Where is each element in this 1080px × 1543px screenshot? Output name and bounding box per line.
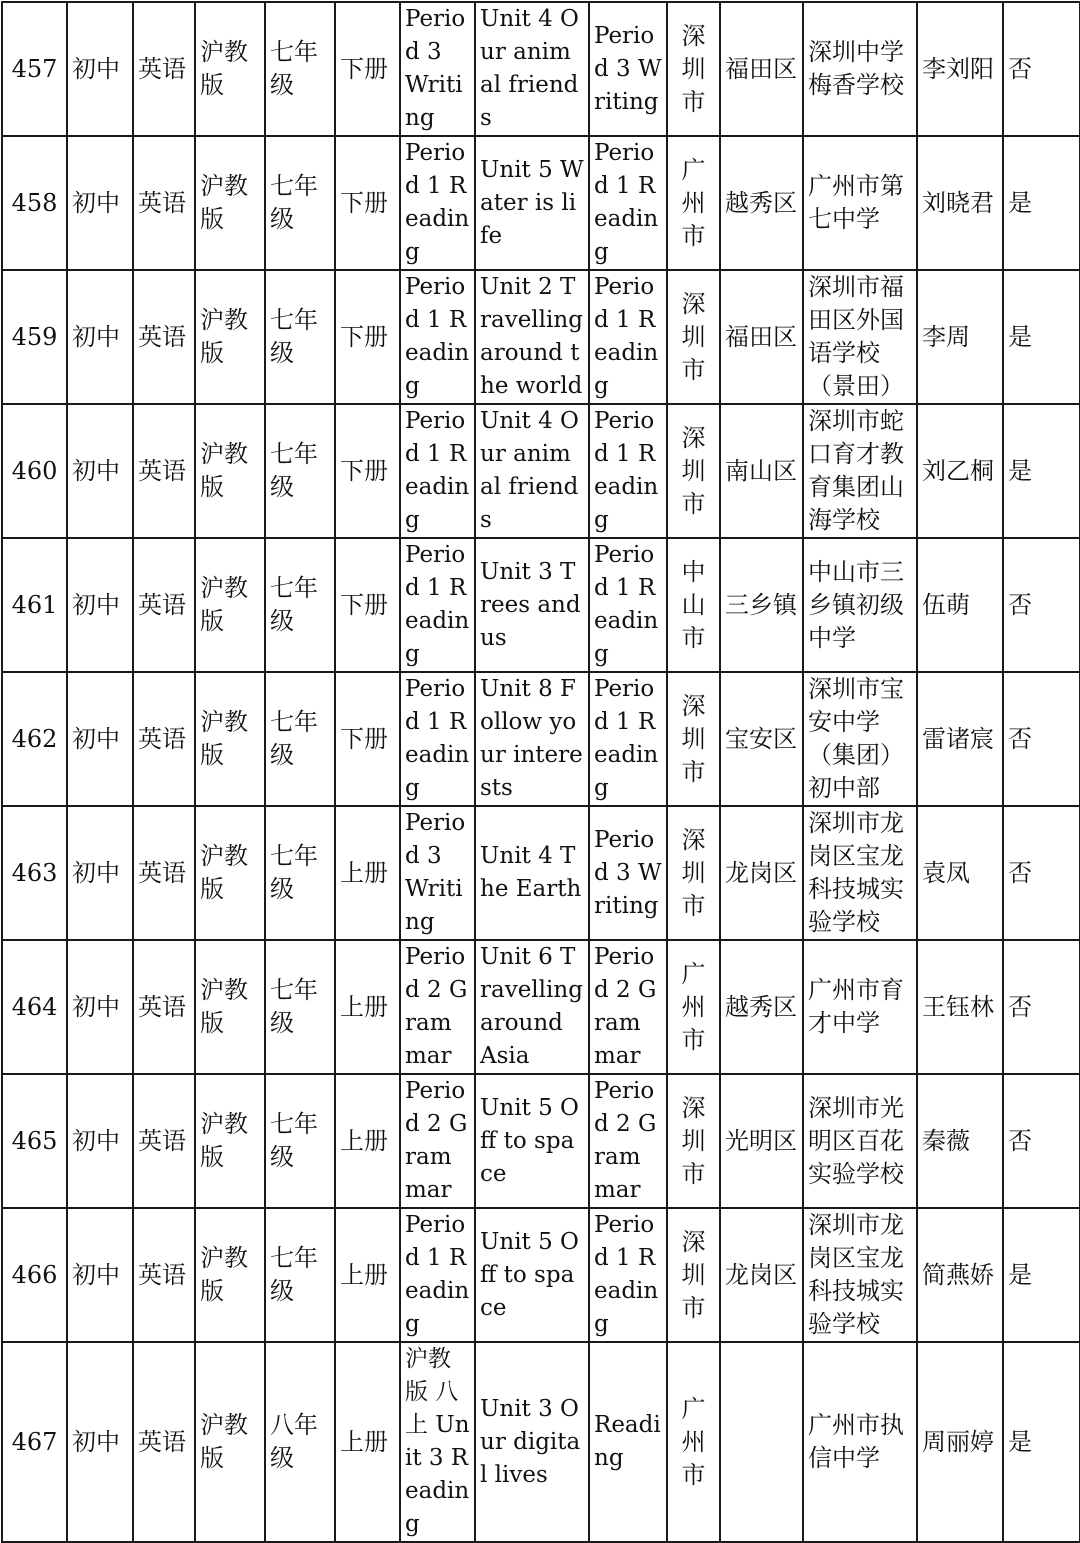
school-stage: 初中 xyxy=(67,672,133,806)
table-row xyxy=(2,672,1080,806)
city: 深圳市 xyxy=(667,672,720,806)
lesson-period: Period 1 Reading xyxy=(589,672,667,806)
table-row xyxy=(2,2,1080,136)
row-number: 457 xyxy=(2,2,67,136)
district xyxy=(720,1342,803,1542)
city: 深圳市 xyxy=(667,270,720,404)
unit-title: Unit 5 Water is life xyxy=(475,136,589,270)
district: 宝安区 xyxy=(720,672,803,806)
city: 广州市 xyxy=(667,940,720,1074)
textbook-edition: 沪教版 xyxy=(195,1342,265,1542)
teacher-name: 袁凤 xyxy=(917,806,1003,940)
city: 深圳市 xyxy=(667,404,720,538)
subject: 英语 xyxy=(133,538,195,672)
school-name: 深圳市光明区百花实验学校 xyxy=(803,1074,917,1208)
textbook-edition: 沪教版 xyxy=(195,1208,265,1342)
lesson-title: Period 1 Reading xyxy=(400,136,475,270)
lesson-period: Period 1 Reading xyxy=(589,270,667,404)
school-name: 广州市执信中学 xyxy=(803,1342,917,1542)
volume: 上册 xyxy=(335,1074,400,1208)
district: 三乡镇 xyxy=(720,538,803,672)
teacher-name: 雷诸宸 xyxy=(917,672,1003,806)
lesson-period: Period 3 Writing xyxy=(589,806,667,940)
teacher-name: 伍萌 xyxy=(917,538,1003,672)
lesson-title: Period 1 Reading xyxy=(400,1208,475,1342)
city: 深圳市 xyxy=(667,1074,720,1208)
lesson-title: Period 3 Writing xyxy=(400,2,475,136)
unit-title: Unit 5 Off to space xyxy=(475,1074,589,1208)
subject: 英语 xyxy=(133,270,195,404)
teacher-name: 简燕娇 xyxy=(917,1208,1003,1342)
volume: 下册 xyxy=(335,136,400,270)
unit-title: Unit 2 Travelling around the world xyxy=(475,270,589,404)
teacher-name: 王钰林 xyxy=(917,940,1003,1074)
textbook-edition: 沪教版 xyxy=(195,404,265,538)
lesson-title: Period 1 Reading xyxy=(400,672,475,806)
textbook-edition: 沪教版 xyxy=(195,806,265,940)
lesson-period: Period 1 Reading xyxy=(589,136,667,270)
textbook-edition: 沪教版 xyxy=(195,136,265,270)
grade: 七年级 xyxy=(265,940,335,1074)
table-row xyxy=(2,940,1080,1074)
yes-no-flag: 否 xyxy=(1003,806,1080,940)
lesson-period: Period 2 Grammar xyxy=(589,940,667,1074)
lesson-period: Period 3 Writing xyxy=(589,2,667,136)
textbook-edition: 沪教版 xyxy=(195,1074,265,1208)
school-stage: 初中 xyxy=(67,1074,133,1208)
school-stage: 初中 xyxy=(67,270,133,404)
table-row xyxy=(2,136,1080,270)
teacher-name: 周丽婷 xyxy=(917,1342,1003,1542)
school-name: 中山市三乡镇初级中学 xyxy=(803,538,917,672)
table-row xyxy=(2,1342,1080,1542)
volume: 下册 xyxy=(335,2,400,136)
yes-no-flag: 否 xyxy=(1003,2,1080,136)
subject: 英语 xyxy=(133,806,195,940)
subject: 英语 xyxy=(133,1342,195,1542)
lesson-period: Reading xyxy=(589,1342,667,1542)
textbook-edition: 沪教版 xyxy=(195,538,265,672)
yes-no-flag: 否 xyxy=(1003,672,1080,806)
unit-title: Unit 6 Travelling around Asia xyxy=(475,940,589,1074)
volume: 下册 xyxy=(335,270,400,404)
lesson-period: Period 1 Reading xyxy=(589,1208,667,1342)
subject: 英语 xyxy=(133,2,195,136)
table-row xyxy=(2,404,1080,538)
yes-no-flag: 是 xyxy=(1003,1342,1080,1542)
district: 越秀区 xyxy=(720,136,803,270)
lesson-period: Period 1 Reading xyxy=(589,404,667,538)
school-name: 深圳市龙岗区宝龙科技城实验学校 xyxy=(803,806,917,940)
yes-no-flag: 否 xyxy=(1003,940,1080,1074)
unit-title: Unit 3 Our digital lives xyxy=(475,1342,589,1542)
city: 深圳市 xyxy=(667,1208,720,1342)
grade: 七年级 xyxy=(265,806,335,940)
row-number: 464 xyxy=(2,940,67,1074)
school-stage: 初中 xyxy=(67,940,133,1074)
subject: 英语 xyxy=(133,1208,195,1342)
grade: 七年级 xyxy=(265,538,335,672)
lesson-title: Period 3 Writing xyxy=(400,806,475,940)
subject: 英语 xyxy=(133,1074,195,1208)
teacher-name: 李周 xyxy=(917,270,1003,404)
yes-no-flag: 是 xyxy=(1003,270,1080,404)
district: 福田区 xyxy=(720,2,803,136)
unit-title: Unit 3 Trees and us xyxy=(475,538,589,672)
school-stage: 初中 xyxy=(67,806,133,940)
volume: 下册 xyxy=(335,672,400,806)
school-name: 深圳中学梅香学校 xyxy=(803,2,917,136)
lesson-title: Period 2 Grammar xyxy=(400,1074,475,1208)
grade: 八年级 xyxy=(265,1342,335,1542)
volume: 下册 xyxy=(335,404,400,538)
lesson-period: Period 1 Reading xyxy=(589,538,667,672)
table-row xyxy=(2,1074,1080,1208)
textbook-edition: 沪教版 xyxy=(195,2,265,136)
grade: 七年级 xyxy=(265,270,335,404)
yes-no-flag: 是 xyxy=(1003,404,1080,538)
school-stage: 初中 xyxy=(67,1342,133,1542)
table-row xyxy=(2,806,1080,940)
lesson-title: Period 1 Reading xyxy=(400,270,475,404)
volume: 上册 xyxy=(335,940,400,1074)
teacher-name: 李刘阳 xyxy=(917,2,1003,136)
subject: 英语 xyxy=(133,136,195,270)
row-number: 466 xyxy=(2,1208,67,1342)
row-number: 459 xyxy=(2,270,67,404)
yes-no-flag: 是 xyxy=(1003,1208,1080,1342)
city: 深圳市 xyxy=(667,806,720,940)
volume: 下册 xyxy=(335,538,400,672)
district: 福田区 xyxy=(720,270,803,404)
grade: 七年级 xyxy=(265,1074,335,1208)
school-stage: 初中 xyxy=(67,404,133,538)
school-name: 深圳市宝安中学（集团）初中部 xyxy=(803,672,917,806)
lesson-title: 沪教版 八上 Unit 3 Reading xyxy=(400,1342,475,1542)
subject: 英语 xyxy=(133,672,195,806)
school-name: 深圳市蛇口育才教育集团山海学校 xyxy=(803,404,917,538)
city: 广州市 xyxy=(667,1342,720,1542)
lesson-title: Period 1 Reading xyxy=(400,404,475,538)
teacher-name: 秦薇 xyxy=(917,1074,1003,1208)
lesson-period: Period 2 Grammar xyxy=(589,1074,667,1208)
volume: 上册 xyxy=(335,1342,400,1542)
grade: 七年级 xyxy=(265,404,335,538)
subject: 英语 xyxy=(133,404,195,538)
row-number: 465 xyxy=(2,1074,67,1208)
school-name: 深圳市龙岗区宝龙科技城实验学校 xyxy=(803,1208,917,1342)
volume: 上册 xyxy=(335,1208,400,1342)
table-row xyxy=(2,270,1080,404)
lesson-title: Period 1 Reading xyxy=(400,538,475,672)
table-row xyxy=(2,1208,1080,1342)
school-stage: 初中 xyxy=(67,1208,133,1342)
textbook-edition: 沪教版 xyxy=(195,270,265,404)
district: 光明区 xyxy=(720,1074,803,1208)
unit-title: Unit 8 Follow your interests xyxy=(475,672,589,806)
district: 龙岗区 xyxy=(720,806,803,940)
unit-title: Unit 4 The Earth xyxy=(475,806,589,940)
row-number: 458 xyxy=(2,136,67,270)
subject: 英语 xyxy=(133,940,195,1074)
teacher-name: 刘晓君 xyxy=(917,136,1003,270)
school-name: 广州市第七中学 xyxy=(803,136,917,270)
school-name: 深圳市福田区外国语学校（景田） xyxy=(803,270,917,404)
district: 龙岗区 xyxy=(720,1208,803,1342)
school-stage: 初中 xyxy=(67,538,133,672)
district: 南山区 xyxy=(720,404,803,538)
unit-title: Unit 5 Off to space xyxy=(475,1208,589,1342)
lesson-records-table xyxy=(1,1,1080,1543)
school-stage: 初中 xyxy=(67,2,133,136)
textbook-edition: 沪教版 xyxy=(195,940,265,1074)
unit-title: Unit 4 Our animal friends xyxy=(475,2,589,136)
school-name: 广州市育才中学 xyxy=(803,940,917,1074)
school-stage: 初中 xyxy=(67,136,133,270)
row-number: 462 xyxy=(2,672,67,806)
yes-no-flag: 否 xyxy=(1003,1074,1080,1208)
textbook-edition: 沪教版 xyxy=(195,672,265,806)
row-number: 461 xyxy=(2,538,67,672)
grade: 七年级 xyxy=(265,2,335,136)
grade: 七年级 xyxy=(265,1208,335,1342)
lesson-title: Period 2 Grammar xyxy=(400,940,475,1074)
grade: 七年级 xyxy=(265,672,335,806)
teacher-name: 刘乙桐 xyxy=(917,404,1003,538)
city: 深圳市 xyxy=(667,2,720,136)
grade: 七年级 xyxy=(265,136,335,270)
yes-no-flag: 否 xyxy=(1003,538,1080,672)
unit-title: Unit 4 Our animal friends xyxy=(475,404,589,538)
table-row xyxy=(2,538,1080,672)
row-number: 460 xyxy=(2,404,67,538)
row-number: 463 xyxy=(2,806,67,940)
city: 中山市 xyxy=(667,538,720,672)
row-number: 467 xyxy=(2,1342,67,1542)
city: 广州市 xyxy=(667,136,720,270)
volume: 上册 xyxy=(335,806,400,940)
yes-no-flag: 是 xyxy=(1003,136,1080,270)
district: 越秀区 xyxy=(720,940,803,1074)
